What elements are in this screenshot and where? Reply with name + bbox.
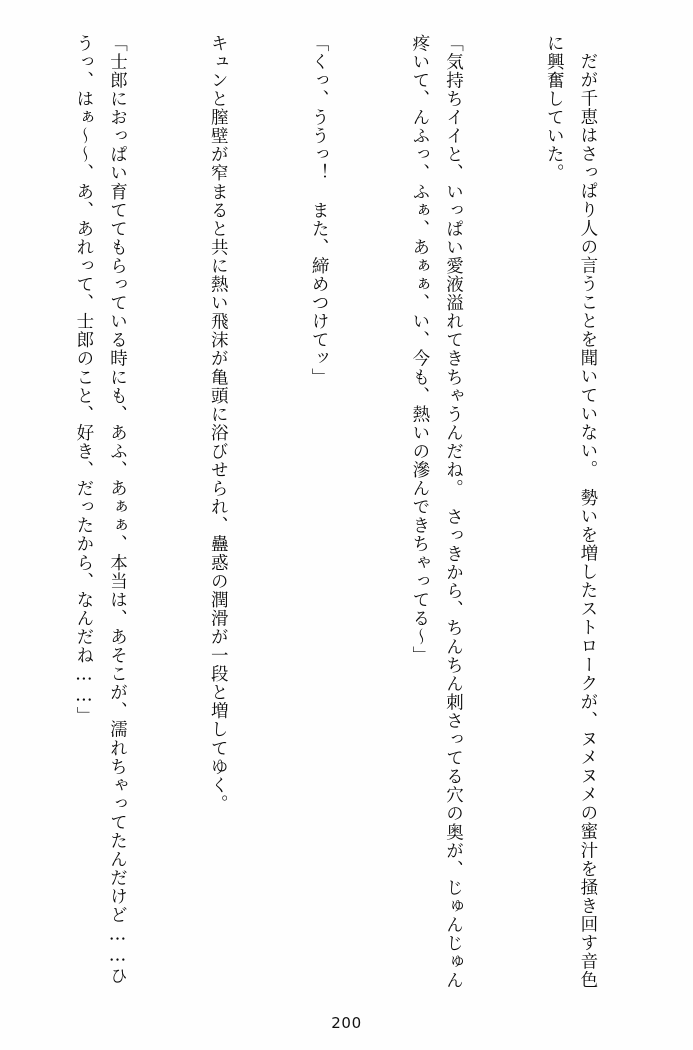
- paragraph: 「くっ、ううっ！ また、締めつけてッ」: [309, 34, 330, 387]
- vertical-text-body: [36, 34, 671, 994]
- page-number: 200: [331, 1014, 362, 1032]
- paragraph: だが千恵はさっぱり人の言うことを聞いていない。 勢いを増したストロークが、ヌメヌメの蜜汁を掻き回す音色に興奮していた。: [544, 34, 598, 989]
- paragraph: 「士郎におっぱい育ててもらっている時にも、あふ、あぁぁ、本当は、あそこが、濡れちゃってたんだけど……ひうっ、はぁ〜〜、あ、あれって、士郎のこと、好き、だったから、なんだね……」: [73, 34, 128, 986]
- paragraph: キュンと膣壁が窄まると共に熱い飛沫が亀頭に浴びせられ、蠱惑の潤滑が一段と増してゆく。: [208, 34, 229, 814]
- paragraph: 「気持ちイイと、いっぱい愛液溢れてきちゃうんだね。 さっきから、ちんちん刺さってる穴の奥が、じゅんじゅん疼いて、んふっ、ふぁ、あぁぁ、い、今も、熱いの滲んできちゃってる〜」: [409, 34, 464, 990]
